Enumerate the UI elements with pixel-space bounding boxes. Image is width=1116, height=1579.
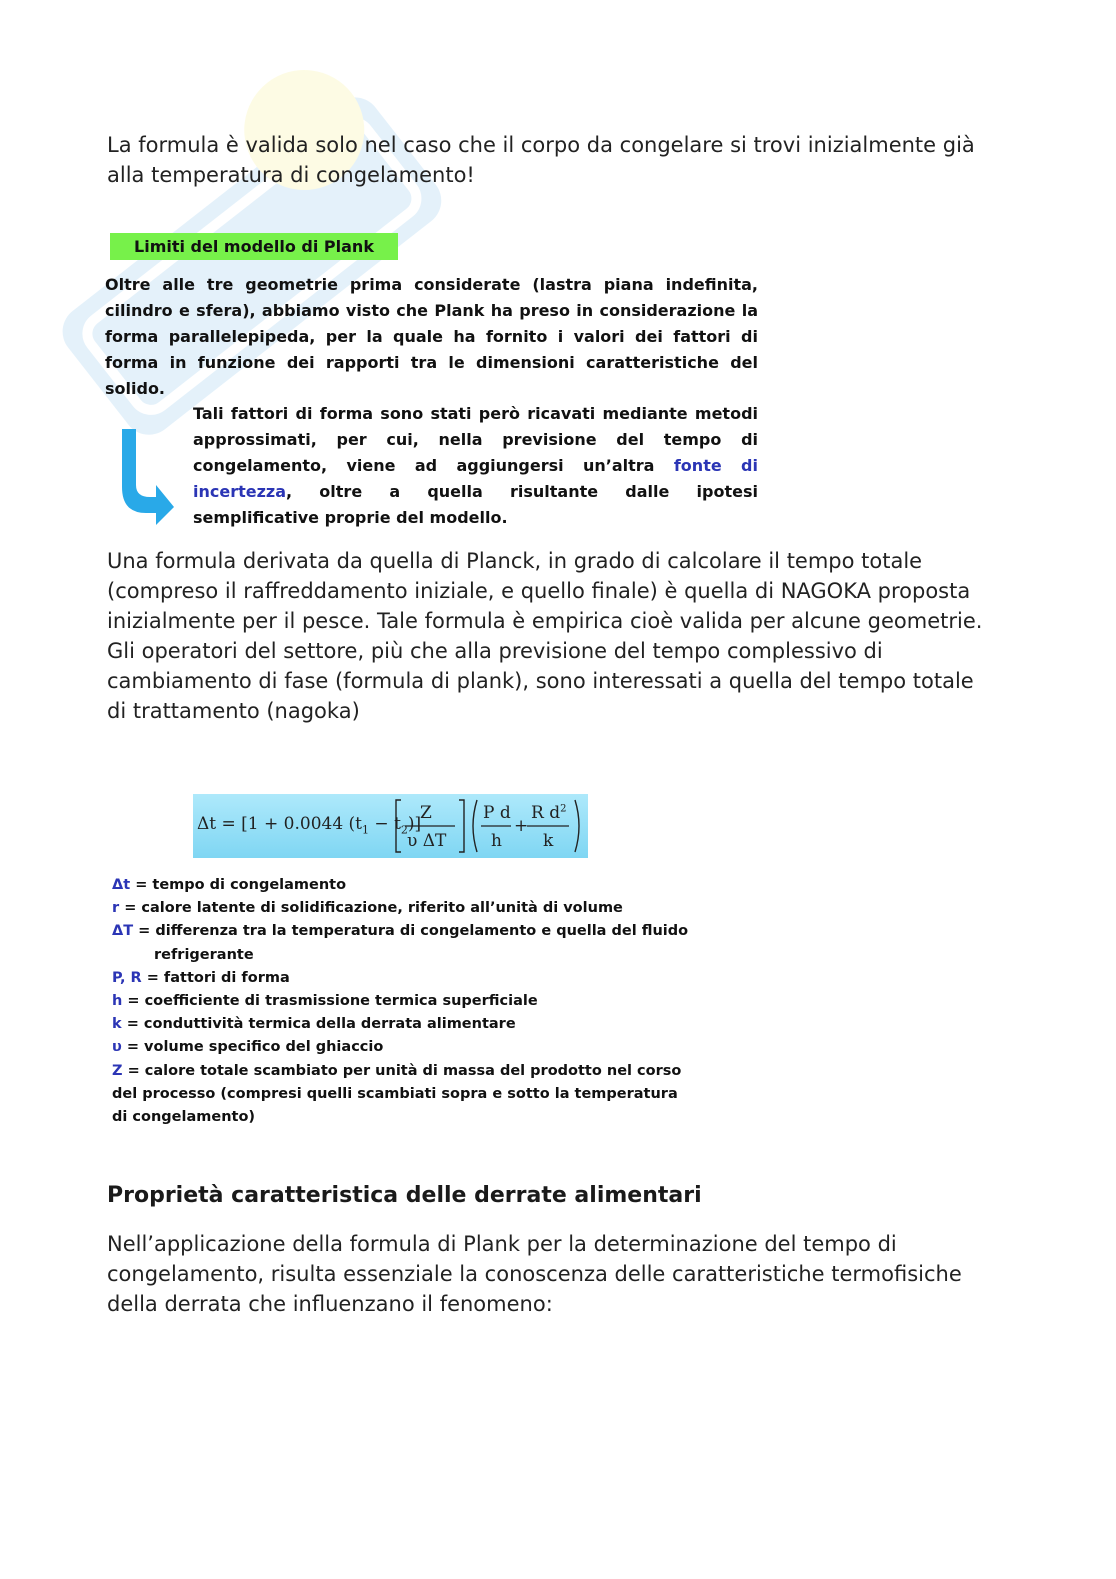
legend-row: k = conduttività termica della derrata alimentare [112,1016,516,1033]
properties-paragraph: Nell’applicazione della formula di Plank per la determinazione del tempo di congelamento, risulta essenziale la conoscenza delle caratteristiche termofisiche della derrata che influenzano il fenomeno: [107,1232,962,1316]
legend-row: ΔT = differenza tra la temperatura di congelamento e quella del fluido [112,923,689,940]
intro-paragraph: La formula è valida solo nel caso che il corpo da congelare si trovi inizialmente già alla temperatura di congelamento! [107,133,975,187]
nagoka-formula [193,794,588,858]
formula-den-h: h [491,831,502,851]
curved-arrow-icon [116,425,176,525]
legend-row: del processo (compresi quelli scambiati sopra e sotto la temperatura [112,1085,678,1102]
formula-num-rd: R $d^2$ [531,803,567,823]
legend-row: Δt = tempo di congelamento [112,877,347,893]
legend-row: P, R = fattori di forma [112,969,290,986]
uncertainty-highlight: fonte di incertezza [193,456,758,501]
formula-den-k: k [543,831,554,851]
legend-row: h = coefficiente di trasmissione termica superficiale [112,993,538,1010]
uncertainty-text-part2: , oltre a quella risultante dalle ipotesi semplificative proprie del modello. [193,482,758,527]
legend-row: refrigerante [154,946,254,963]
formula-den-v-dt: υ ΔT [407,831,447,851]
uncertainty-text-part1: Tali fattori di forma sono stati però ricavati mediante metodi approssimati, per cui, nella previsione del tempo di congelamento, viene ad aggiungersi un’altra [193,404,758,475]
legend-row: r = calore latente di solidificazione, riferito all’unità di volume [112,900,623,917]
formula-left-side: Δt = [1 + 0.0044 $(t_1 - t_2)$] [197,814,422,837]
nagoka-paragraph: Una formula derivata da quella di Planck, in grado di calcolare il tempo totale (compreso il raffreddamento iniziale, e quello finale) è quella di NAGOKA proposta inizialmente per il pesce. Tale formula è empirica cioè valida per alcune geometrie. Gli operatori del settore, più che alla previsione del tempo complessivo di cambiamento di fase (formula di plank), sono interessati a quella del tempo totale di trattamento (nagoka) [107,549,983,723]
formula-legend [112,874,722,1124]
formula-plus: + [514,816,529,836]
legend-row: υ = volume specifico del ghiaccio [112,1039,384,1056]
section-heading: Proprietà caratteristica delle derrate alimentari [107,1183,702,1208]
uncertainty-text [193,401,758,531]
legend-row: di congelamento) [112,1109,256,1124]
formula-num-pd: P d [483,803,511,823]
legend-row: Z = calore totale scambiato per unità di massa del prodotto nel corso [112,1062,682,1079]
plank-limits-text: Oltre alle tre geometrie prima considerate (lastra piana indefinita, cilindro e sfera), abbiamo visto che Plank ha preso in considerazione la forma parallelepipeda, per la quale ha fornito i valori dei fattori di forma in funzione dei rapporti tra le dimensioni caratteristiche del solido. [105,275,758,398]
section-label: Limiti del modello di Plank [110,233,398,260]
formula-num-z: Z [420,803,432,823]
